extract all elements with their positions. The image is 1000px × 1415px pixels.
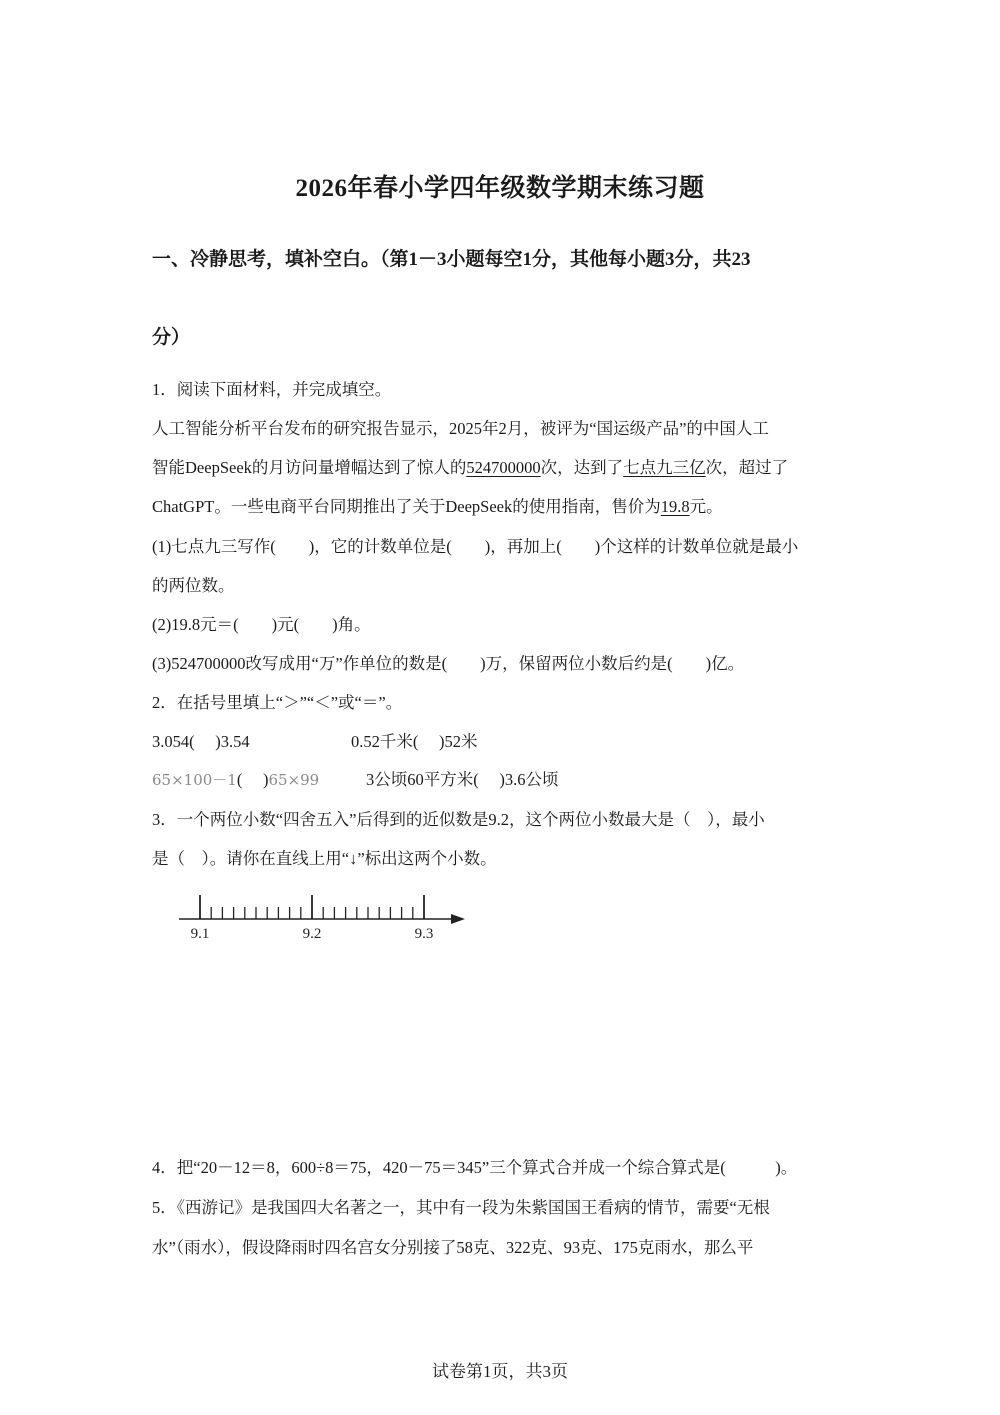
section-heading-line2: 分）: [152, 327, 191, 348]
q2-title: 2．在括号里填上“＞”“＜”或“＝”。: [152, 693, 403, 712]
q4-line1: 4．把“20－12＝8，600÷8＝75，420－75＝345”三个算式合并成一个综合算式是( )。: [152, 1158, 798, 1177]
q1-sub2: (2)19.8元＝( )元( )角。: [152, 615, 371, 634]
q5-line1: 5．《西游记》是我国四大名著之一，其中有一段为朱紫国国王看病的情节，需要“无根: [152, 1198, 770, 1217]
q3-line2: 是（ ）。请你在直线上用“↓”标出这两个小数。: [152, 849, 497, 868]
q1-paragraph-line1: 人工智能分析平台发布的研究报告显示，2025年2月，被评为“国运级产品”的中国人工: [152, 419, 769, 438]
q1-title: 1．阅读下面材料，并完成填空。: [152, 380, 392, 399]
number-line-arrow: [451, 914, 465, 924]
underlined-number: 524700000: [466, 458, 541, 477]
tick-label-9-1: 9.1: [190, 926, 210, 942]
q2-row1-left: 3.054( )3.54: [152, 732, 250, 751]
q1-paragraph-line2: 智能DeepSeek的月访问量增幅达到了惊人的524700000次，达到了七点九三亿次，超过了: [152, 458, 789, 477]
page-footer: 试卷第1页，共3页: [432, 1362, 568, 1381]
tick-label-9-3: 9.3: [414, 926, 434, 942]
number-line: [170, 888, 480, 948]
page-title: 2026年春小学四年级数学期末练习题: [295, 175, 705, 202]
q1-paragraph-line3: ChatGPT。一些电商平台同期推出了关于DeepSeek的使用指南，售价为19.8元。: [152, 497, 723, 516]
formula-left: 65×100－1: [152, 771, 237, 789]
q1-sub1-line2: 的两位数。: [152, 576, 235, 595]
underlined-price: 19.8: [660, 497, 690, 516]
q2-row2-right: 3公顷60平方米( )3.6公顷: [366, 770, 559, 789]
section-heading-line1: 一、冷静思考，填补空白。（第1－3小题每空1分，其他每小题3分，共23: [152, 249, 751, 270]
formula-right: 65×99: [268, 771, 320, 789]
q2-row1-right: 0.52千米( )52米: [351, 732, 478, 751]
q1-sub3: (3)524700000改写成用“万”作单位的数是( )万，保留两位小数后约是( )亿。: [152, 654, 745, 673]
q2-row2-left: 65×100－1( )65×99: [152, 770, 320, 789]
q1-sub1-line1: (1)七点九三写作( )，它的计数单位是( )，再加上( )个这样的计数单位就是最小: [152, 537, 799, 556]
tick-label-9-2: 9.2: [302, 926, 322, 942]
q5-line2: 水”（雨水），假设降雨时四名宫女分别接了58克、322克、93克、175克雨水，那么平: [152, 1238, 754, 1257]
underlined-words: 七点九三亿: [623, 458, 706, 477]
q3-line1: 3．一个两位小数“四舍五入”后得到的近似数是9.2，这个两位小数最大是（ ），最小: [152, 810, 765, 829]
